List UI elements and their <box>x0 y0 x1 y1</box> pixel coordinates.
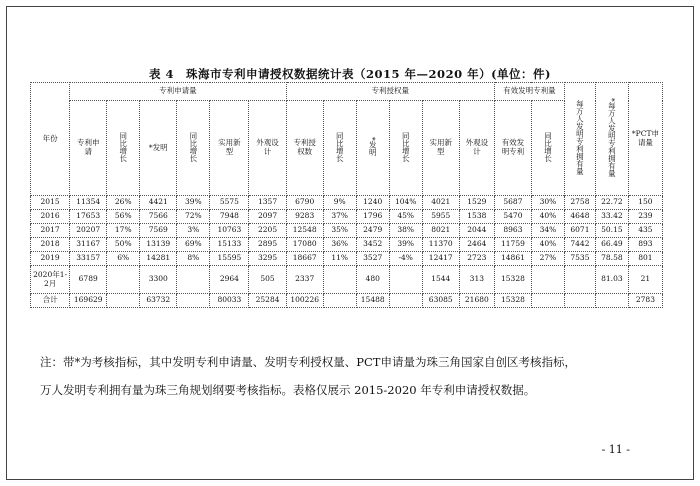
table-body <box>31 196 663 308</box>
table-cell: 38% <box>389 224 422 238</box>
table-cell <box>531 294 564 308</box>
table-cell: 6789 <box>70 266 107 294</box>
sub-header: 实用新型 <box>422 101 459 196</box>
table-cell <box>389 294 422 308</box>
sub-header: 同比增长 <box>177 101 210 196</box>
table-cell: -4% <box>389 252 422 266</box>
per-10k-header: 每万人发明专利拥有量 <box>564 83 595 196</box>
year-cell: 2018 <box>31 238 70 252</box>
sub-header: 有效发明专利 <box>494 101 531 196</box>
table-cell: 17653 <box>70 210 107 224</box>
table-cell: 5470 <box>494 210 531 224</box>
table-cell: 14861 <box>494 252 531 266</box>
year-cell: 合计 <box>31 294 70 308</box>
sub-header: 同比增长 <box>323 101 356 196</box>
table-cell: 1529 <box>459 196 494 210</box>
table-cell: 66.49 <box>595 238 628 252</box>
application-group-header: 专利申请量 <box>70 83 286 101</box>
table-cell: 2205 <box>249 224 286 238</box>
table-cell: 3527 <box>356 252 389 266</box>
table-cell: 1538 <box>459 210 494 224</box>
table-cell <box>595 294 628 308</box>
table-cell: 169629 <box>70 294 107 308</box>
table-cell: 7948 <box>210 210 249 224</box>
table-cell: 26% <box>107 196 140 210</box>
table-cell: 4421 <box>140 196 177 210</box>
table-cell: 3452 <box>356 238 389 252</box>
table-cell <box>177 294 210 308</box>
table-cell <box>177 266 210 294</box>
table-cell: 15328 <box>494 266 531 294</box>
table-cell: 104% <box>389 196 422 210</box>
table-cell: 11759 <box>494 238 531 252</box>
table-row <box>31 224 663 238</box>
table-cell <box>564 294 595 308</box>
table-cell: 31167 <box>70 238 107 252</box>
table-cell <box>107 266 140 294</box>
table-cell: 45% <box>389 210 422 224</box>
patent-statistics-table <box>30 82 663 308</box>
year-cell: 2017 <box>31 224 70 238</box>
table-cell: 40% <box>531 210 564 224</box>
table-row <box>31 210 663 224</box>
table-cell: 6% <box>107 252 140 266</box>
table-cell: 21680 <box>459 294 494 308</box>
table-cell: 8% <box>177 252 210 266</box>
table-cell: 150 <box>628 196 662 210</box>
table-cell: 69% <box>177 238 210 252</box>
table-cell: 9283 <box>286 210 323 224</box>
table-cell: 30% <box>531 196 564 210</box>
table-cell: 3% <box>177 224 210 238</box>
table-cell: 1357 <box>249 196 286 210</box>
table-cell: 39% <box>389 238 422 252</box>
table-cell: 2097 <box>249 210 286 224</box>
table-row <box>31 294 663 308</box>
table-cell: 20207 <box>70 224 107 238</box>
table-cell: 480 <box>356 266 389 294</box>
table-cell: 2895 <box>249 238 286 252</box>
table-cell: 50% <box>107 238 140 252</box>
table-cell: 78.58 <box>595 252 628 266</box>
table-cell: 1240 <box>356 196 389 210</box>
table-cell: 22.72 <box>595 196 628 210</box>
per-10k-kpi-header: *每万人发明专利拥有量 <box>595 83 628 196</box>
table-cell: 100226 <box>286 294 323 308</box>
table-row <box>31 196 663 210</box>
sub-header: *发明 <box>140 101 177 196</box>
table-cell: 80033 <box>210 294 249 308</box>
table-cell: 8021 <box>422 224 459 238</box>
table-cell: 6071 <box>564 224 595 238</box>
table-cell: 12548 <box>286 224 323 238</box>
grant-group-header: 专利授权量 <box>286 83 494 101</box>
table-cell <box>531 266 564 294</box>
valid-patent-group-header: 有效发明专利量 <box>494 83 564 101</box>
year-cell: 2019 <box>31 252 70 266</box>
table-cell: 15328 <box>494 294 531 308</box>
table-cell: 11354 <box>70 196 107 210</box>
table-cell: 18667 <box>286 252 323 266</box>
table-cell: 6790 <box>286 196 323 210</box>
table-cell: 50.15 <box>595 224 628 238</box>
table-cell: 2723 <box>459 252 494 266</box>
sub-header: 同比增长 <box>389 101 422 196</box>
pct-header: *PCT申请量 <box>628 83 662 196</box>
table-cell: 4021 <box>422 196 459 210</box>
table-cell: 2479 <box>356 224 389 238</box>
table-cell: 801 <box>628 252 662 266</box>
table-cell: 505 <box>249 266 286 294</box>
page-number: - 11 - <box>601 443 630 456</box>
table-cell: 63085 <box>422 294 459 308</box>
table-cell: 1544 <box>422 266 459 294</box>
table-row <box>31 238 663 252</box>
table-caption: 表 4 珠海市专利申请授权数据统计表（2015 年—2020 年）(单位：件) <box>149 67 551 81</box>
table-cell: 34% <box>531 224 564 238</box>
note-line-1: 注：带*为考核指标，其中发明专利申请量、发明专利授权量、PCT申请量为珠三角国家自创区考核指标， <box>40 355 576 369</box>
table-cell: 81.03 <box>595 266 628 294</box>
table-cell: 2044 <box>459 224 494 238</box>
table-cell: 2758 <box>564 196 595 210</box>
note-line-2: 万人发明专利拥有量为珠三角规划纲要考核指标。表格仅展示 2015-2020 年专利申请授权数据。 <box>40 383 536 397</box>
sub-header: 同比增长 <box>107 101 140 196</box>
table-cell: 893 <box>628 238 662 252</box>
table-cell: 36% <box>323 238 356 252</box>
table-cell: 17% <box>107 224 140 238</box>
table-cell: 7535 <box>564 252 595 266</box>
table-cell: 21 <box>628 266 662 294</box>
sub-header: 同比增长 <box>531 101 564 196</box>
table-cell: 3295 <box>249 252 286 266</box>
table-cell: 63732 <box>140 294 177 308</box>
table-cell: 5955 <box>422 210 459 224</box>
header-row-1 <box>31 83 663 101</box>
table-cell: 15595 <box>210 252 249 266</box>
table-cell: 72% <box>177 210 210 224</box>
year-cell: 2020年1-2月 <box>31 266 70 294</box>
table-cell: 2337 <box>286 266 323 294</box>
table-cell: 12417 <box>422 252 459 266</box>
sub-header: *发明 <box>356 101 389 196</box>
table-cell: 1796 <box>356 210 389 224</box>
table-cell: 25284 <box>249 294 286 308</box>
table-cell <box>389 266 422 294</box>
table-cell: 13139 <box>140 238 177 252</box>
table-row <box>31 252 663 266</box>
table-cell: 14281 <box>140 252 177 266</box>
table-cell: 7442 <box>564 238 595 252</box>
table-cell: 5575 <box>210 196 249 210</box>
table-cell <box>564 266 595 294</box>
table-cell: 2964 <box>210 266 249 294</box>
sub-header: 实用新型 <box>210 101 249 196</box>
table-cell: 27% <box>531 252 564 266</box>
table-cell: 40% <box>531 238 564 252</box>
table-cell: 313 <box>459 266 494 294</box>
table-cell: 9% <box>323 196 356 210</box>
table-cell: 7569 <box>140 224 177 238</box>
table-cell: 5687 <box>494 196 531 210</box>
table-cell: 4648 <box>564 210 595 224</box>
table-cell <box>107 294 140 308</box>
table-cell: 2464 <box>459 238 494 252</box>
table-note <box>40 348 660 404</box>
table-cell: 37% <box>323 210 356 224</box>
table-cell: 3300 <box>140 266 177 294</box>
sub-header: 专利申请 <box>70 101 107 196</box>
table-cell: 17080 <box>286 238 323 252</box>
table-cell: 35% <box>323 224 356 238</box>
year-cell: 2015 <box>31 196 70 210</box>
table-cell: 10763 <box>210 224 249 238</box>
table-cell: 56% <box>107 210 140 224</box>
year-cell: 2016 <box>31 210 70 224</box>
table-cell: 435 <box>628 224 662 238</box>
table-cell: 2783 <box>628 294 662 308</box>
table-cell: 15488 <box>356 294 389 308</box>
table-cell: 15133 <box>210 238 249 252</box>
table-cell: 33.42 <box>595 210 628 224</box>
table-cell: 7566 <box>140 210 177 224</box>
table-cell <box>323 266 356 294</box>
table-cell: 39% <box>177 196 210 210</box>
table-cell: 8963 <box>494 224 531 238</box>
sub-header: 专利授权数 <box>286 101 323 196</box>
year-header: 年份 <box>31 83 70 196</box>
table-cell: 11370 <box>422 238 459 252</box>
sub-header: 外观设计 <box>249 101 286 196</box>
table-row <box>31 266 663 294</box>
sub-header: 外观设计 <box>459 101 494 196</box>
table-cell: 11% <box>323 252 356 266</box>
table-cell <box>323 294 356 308</box>
table-cell: 33157 <box>70 252 107 266</box>
table-cell: 239 <box>628 210 662 224</box>
